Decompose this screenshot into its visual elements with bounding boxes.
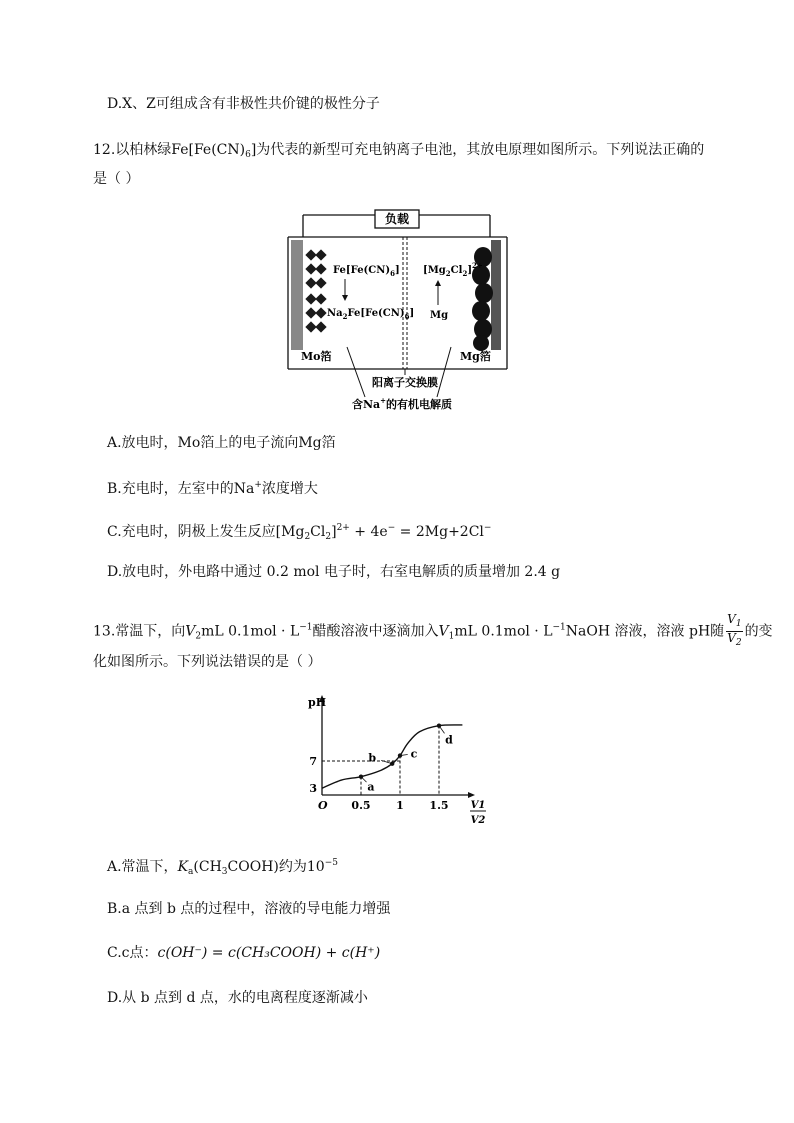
x-tick-label: 1 [396,799,404,812]
electrolyte-label: 含Na+的有机电解质 [351,396,453,411]
mo-foil-label: Mo箔 [301,350,332,363]
option-12d: D.放电时，外电路中通过 0.2 mol 电子时，右室电解质的质量增加 2.4 g [107,564,561,580]
y-tick-label: 7 [309,755,317,768]
question-12-stem: 12.以柏林绿$Fe[Fe(CN)_6]$为代表的新型可充电钠离子电池，其放电原理如图所示。下列说法正确的 [93,142,705,160]
load-label: 负载 [384,212,410,226]
question-13-stem: 13.常温下，向$V_2mL$ $0.1mol \cdot L^{-1}$醋酸溶液中逐滴加入$V_1mL$ $0.1mol \cdot L^{-1}NaOH$ 溶液，溶液 pH随 $\frac{V_1}{V_2}$ 的变 [93,612,773,648]
mg-foil-label: Mg箔 [460,350,491,363]
mg2cl2-label: $[Mg_2Cl_2]^{2+}$ [423,261,483,278]
option-12a: A.放电时，Mo箔上的电子流向Mg箔 [107,435,336,451]
point-c-label: c [410,747,418,761]
prussian-crystals [305,249,326,332]
option-11d: D.X、Z可组成含有非极性共价键的极性分子 [107,96,380,112]
x-axis-label-numerator: V1 [470,800,486,811]
option-13c: C.c点：c(OH⁻) = c(CH₃COOH) + c(H⁺) [107,945,381,961]
point-d-leader [439,726,445,734]
option-12b: B.充电时，左室中的Na+浓度增大 [107,480,318,497]
question-12-stem-line2: 是（ ） [93,171,140,187]
mg-label: Mg [430,310,449,321]
battery-diagram [285,207,510,413]
question-13-stem-line2: 化如图所示。下列说法错误的是（ ） [93,654,322,670]
origin-label: O [318,799,328,812]
x-tick-label: 1.5 [429,799,449,812]
point-a-label: a [367,780,375,794]
x-axis-label-denominator: V2 [470,815,486,826]
membrane-label: 阳离子交换膜 [372,376,438,389]
ph-curve [322,725,462,788]
mo-foil [291,240,303,350]
point-b [390,762,394,766]
point-d-label: d [445,733,453,747]
option-13b: B.a 点到 b 点的过程中，溶液的导电能力增强 [107,901,391,917]
point-b-leader [381,760,392,763]
fe-fe-cn-label: $Fe[Fe(CN)_6]$ [333,265,400,278]
ph-titration-chart [300,690,500,835]
y-tick-label: 3 [309,782,317,796]
point-b-label: b [368,751,377,765]
x-axis-arrow [468,792,475,798]
y-axis-label: pH [308,696,327,709]
option-12c: C.充电时，阴极上发生反应$[Mg_2Cl_2]^{2+} + 4e^- = 2Mg+2Cl^-$ [107,523,492,542]
option-13d: D.从 b 点到 d 点，水的电离程度逐渐减小 [107,990,368,1006]
x-tick-label: 0.5 [351,799,371,812]
point-a-leader [361,777,367,783]
option-13a: A.常温下，$K_a(CH_3COOH)$约为$10^{-5}$ [107,858,338,877]
na2-fe-fe-cn-label: $Na_2Fe[Fe(CN)_6]$ [327,308,415,321]
